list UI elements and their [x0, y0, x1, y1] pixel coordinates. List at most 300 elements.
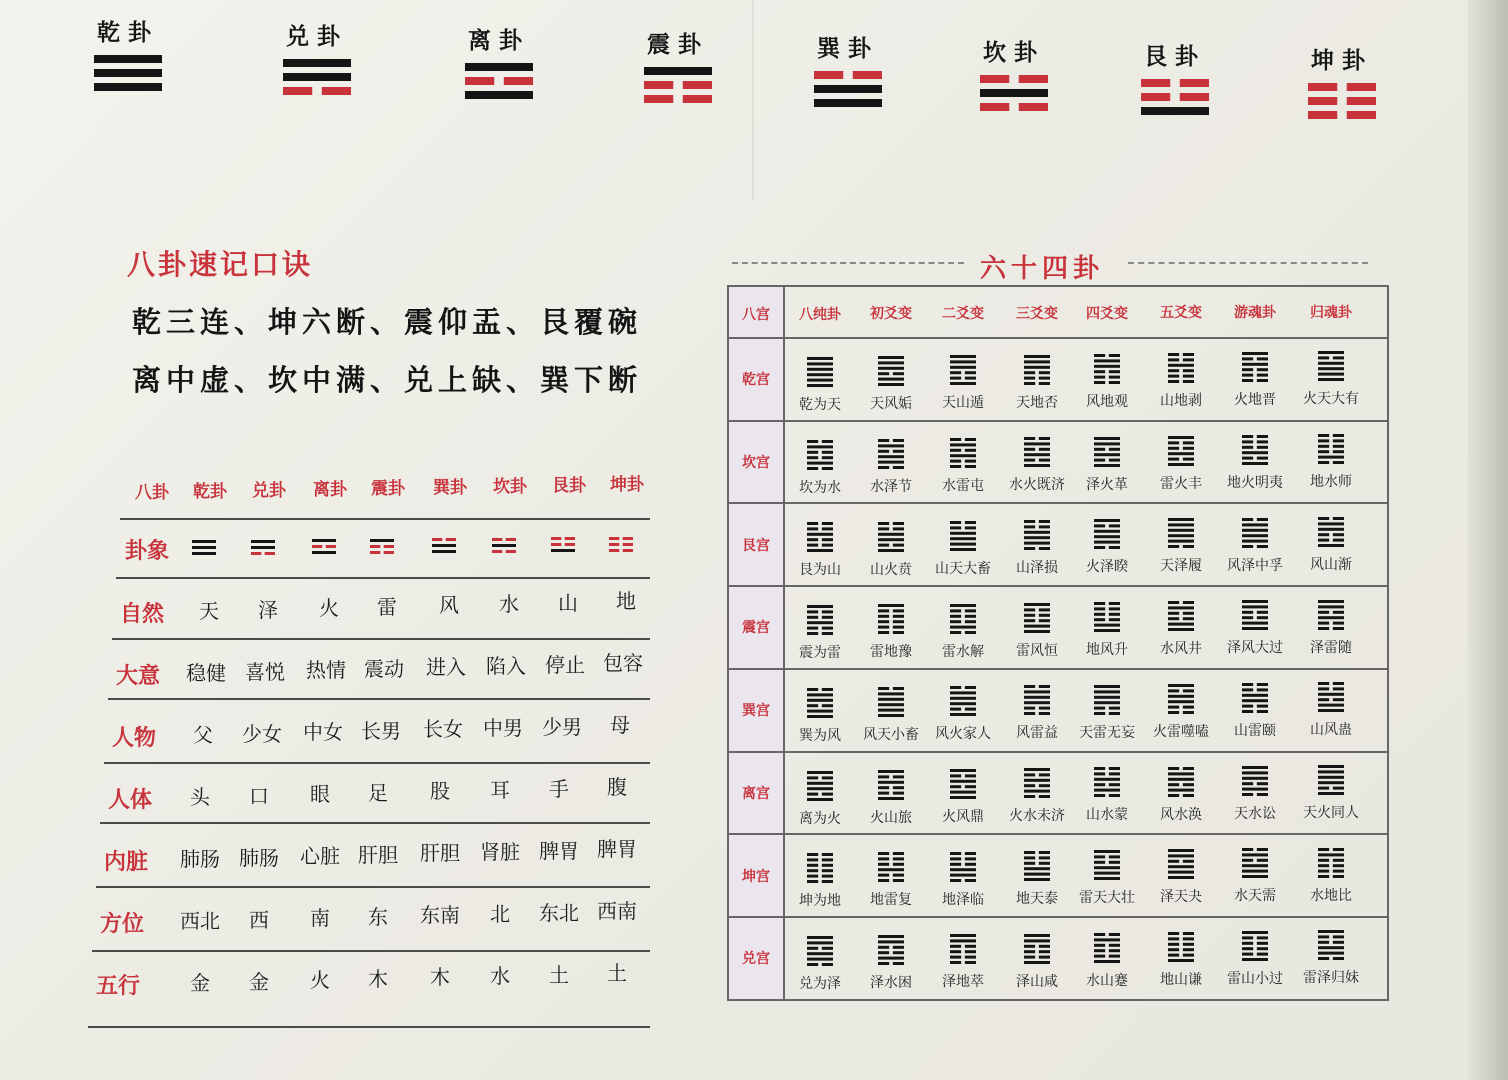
table-cell: 泽	[258, 597, 278, 622]
yin-line	[965, 857, 976, 860]
yin-line	[1039, 862, 1050, 865]
yin-line	[950, 708, 961, 711]
hexagram-name: 兑为泽	[799, 975, 841, 992]
yin-line	[1318, 445, 1329, 448]
hexagram-cell	[1217, 600, 1293, 657]
yang-line	[878, 770, 904, 773]
yin-line	[1257, 456, 1268, 459]
yang-line	[1318, 946, 1344, 949]
yin-line	[1333, 621, 1344, 624]
yin-line	[1168, 860, 1179, 863]
row-divider	[729, 833, 1387, 835]
yang-line	[807, 941, 833, 944]
yin-line	[878, 951, 889, 954]
yang-line	[1318, 522, 1344, 525]
table-cell: 股	[430, 779, 450, 804]
yin-line	[893, 527, 904, 530]
yin-line	[853, 71, 882, 79]
yin-line	[1039, 955, 1050, 958]
hexagram-icon	[1318, 351, 1344, 381]
yang-line	[1242, 766, 1268, 769]
table-cell: 火	[310, 968, 330, 993]
trigram-name: 离卦	[468, 27, 530, 54]
table-cell: 中男	[483, 716, 523, 740]
yin-line	[1094, 370, 1105, 373]
yang-line	[1024, 867, 1050, 870]
yin-line	[965, 614, 976, 617]
yin-line	[1183, 545, 1194, 548]
yang-line	[1024, 961, 1050, 964]
table-cell: 心脏	[300, 844, 340, 869]
yang-line	[1242, 600, 1268, 603]
yang-line	[1094, 850, 1120, 853]
hexagram-name: 山水蒙	[1086, 807, 1128, 824]
yin-line	[1242, 456, 1253, 459]
yin-line	[893, 874, 904, 877]
yang-line	[1094, 866, 1120, 869]
yin-line	[1094, 773, 1105, 776]
yin-line	[1333, 875, 1344, 878]
hexagram-cell	[1069, 685, 1145, 742]
trigram-name: 乾卦	[97, 19, 159, 46]
yang-line	[1094, 877, 1120, 880]
hexagram-name: 震为雷	[799, 645, 841, 662]
table-cell: 手	[549, 776, 569, 801]
hexagram-icon	[1318, 682, 1344, 712]
yin-line	[1318, 941, 1329, 944]
table-cell: 中女	[303, 720, 343, 745]
yang-line	[878, 709, 904, 712]
yang-line	[807, 798, 833, 801]
yang-line	[1168, 772, 1194, 775]
hexagram-icon	[1094, 602, 1120, 632]
yang-line	[807, 384, 833, 387]
hexagram-cell	[925, 686, 1001, 743]
yang-line	[950, 604, 976, 607]
yin-line	[1257, 936, 1268, 939]
yin-line	[965, 961, 976, 964]
hex-header-0: 八宫	[742, 307, 770, 323]
hexagram-name: 泽水困	[870, 975, 912, 992]
hexagram-name: 雷风恒	[1016, 642, 1058, 659]
yang-line	[312, 539, 336, 542]
yin-line	[1094, 546, 1105, 549]
yang-line	[1094, 365, 1120, 368]
hexagram-icon	[1318, 517, 1344, 547]
yin-line	[807, 632, 818, 635]
hexagram-cell	[1293, 434, 1369, 491]
yin-line	[1024, 520, 1035, 523]
yin-line	[807, 467, 818, 470]
yin-line	[1242, 545, 1253, 548]
yang-line	[878, 714, 904, 717]
yin-line	[822, 792, 833, 795]
yin-line	[1333, 869, 1344, 872]
yin-line	[878, 615, 889, 618]
yin-line	[980, 103, 1009, 111]
yang-line	[878, 356, 904, 359]
yin-line	[1168, 612, 1179, 615]
yin-line	[1141, 79, 1170, 87]
yin-line	[965, 774, 976, 777]
yin-line	[1318, 517, 1329, 520]
yin-line	[878, 962, 889, 965]
yang-line	[1024, 696, 1050, 699]
hexagram-cell	[853, 604, 929, 661]
yin-line	[1094, 375, 1105, 378]
yang-line	[1024, 360, 1050, 363]
hexagram-name: 泽风大过	[1227, 640, 1283, 657]
hexagram-cell	[782, 357, 858, 414]
yin-line	[1168, 794, 1179, 797]
trigram-name: 坤卦	[1311, 47, 1373, 74]
hexagram-cell	[1217, 352, 1293, 409]
hexagram-icon	[950, 604, 976, 634]
yin-line	[807, 544, 818, 547]
yang-line	[807, 461, 833, 464]
table64-title: 六十四卦	[980, 254, 1105, 284]
row-label-2: 人物	[112, 725, 157, 751]
trigram-3	[461, 22, 537, 99]
yin-line	[965, 686, 976, 689]
yin-line	[822, 853, 833, 856]
yang-line	[1094, 685, 1120, 688]
yin-line	[1242, 688, 1253, 691]
yin-line	[1333, 434, 1344, 437]
trigram-8	[1304, 42, 1380, 119]
yin-line	[1039, 525, 1050, 528]
yin-line	[1168, 767, 1179, 770]
table-cell: 母	[610, 713, 630, 738]
trigram-symbol-icon	[644, 67, 712, 103]
yin-line	[807, 616, 818, 619]
yin-line	[1039, 619, 1050, 622]
column-header-3: 离卦	[313, 480, 347, 500]
yin-line	[1257, 545, 1268, 548]
hexagram-name: 泽火革	[1086, 476, 1128, 493]
yin-line	[965, 852, 976, 855]
yang-line	[1242, 787, 1268, 790]
yin-line	[807, 688, 818, 691]
hexagram-icon	[1024, 437, 1050, 467]
yang-line	[1318, 605, 1344, 608]
yang-line	[950, 692, 976, 695]
hexagram-icon	[1242, 600, 1268, 630]
yin-line	[965, 785, 976, 788]
trigram-name: 艮卦	[1144, 43, 1206, 70]
yang-line	[1168, 524, 1194, 527]
hexagram-icon	[1094, 850, 1120, 880]
yin-line	[878, 610, 889, 613]
yin-line	[644, 81, 673, 89]
table-cell: 水	[499, 592, 519, 616]
yin-line	[565, 543, 575, 546]
yang-line	[1024, 542, 1050, 545]
yang-line	[878, 935, 904, 938]
hexagram-table	[727, 285, 1389, 1001]
yang-line	[878, 703, 904, 706]
table-cell: 火	[319, 596, 339, 621]
yin-line	[807, 853, 818, 856]
yin-line	[1257, 616, 1268, 619]
yin-line	[1024, 685, 1035, 688]
yin-line	[1094, 943, 1105, 946]
yin-line	[1094, 458, 1105, 461]
yang-line	[1168, 463, 1194, 466]
table-cell: 停止	[545, 652, 585, 677]
yang-line	[192, 552, 216, 555]
yang-line	[807, 605, 833, 608]
hexagram-name: 风泽中孚	[1227, 557, 1283, 574]
yin-line	[1242, 374, 1253, 377]
table-cell: 眼	[310, 782, 330, 807]
hexagram-icon	[1168, 518, 1194, 548]
yin-line	[1183, 932, 1194, 935]
yin-line	[1183, 937, 1194, 940]
yang-line	[878, 532, 904, 535]
yang-line	[1242, 523, 1268, 526]
yin-line	[1183, 358, 1194, 361]
yin-line	[1257, 710, 1268, 713]
hexagram-cell	[782, 605, 858, 662]
yang-line	[1094, 960, 1120, 963]
trigram-7	[1137, 38, 1213, 115]
yang-line	[807, 379, 833, 382]
table-cell: 土	[549, 962, 569, 987]
yin-line	[822, 864, 833, 867]
yin-line	[1183, 457, 1194, 460]
yin-line	[950, 609, 961, 612]
hexagram-icon	[950, 769, 976, 799]
yang-line	[950, 796, 976, 799]
hexagram-cell	[1293, 517, 1369, 574]
trigram-name: 震卦	[647, 31, 709, 58]
hexagram-cell	[1217, 848, 1293, 905]
yang-line	[1168, 849, 1194, 852]
yin-line	[1094, 607, 1105, 610]
yin-line	[822, 880, 833, 883]
yin-line	[1333, 688, 1344, 691]
trigram-4	[640, 26, 716, 103]
yang-line	[950, 542, 976, 545]
yin-line	[1109, 458, 1120, 461]
hexagram-cell	[853, 770, 929, 827]
hexagram-cell	[1217, 435, 1293, 492]
yin-line	[1333, 610, 1344, 613]
yin-line	[623, 549, 633, 552]
yang-line	[1242, 771, 1268, 774]
yin-line	[893, 620, 904, 623]
trigram-symbol-icon	[1141, 79, 1209, 115]
yang-line	[807, 781, 833, 784]
hexagram-name: 天雷无妄	[1079, 724, 1135, 741]
yin-line	[893, 951, 904, 954]
yin-line	[965, 945, 976, 948]
yin-line	[1318, 957, 1329, 960]
yin-line	[1308, 111, 1337, 119]
yin-line	[1024, 371, 1035, 374]
yin-line	[644, 95, 673, 103]
table-cell: 陷入	[486, 654, 526, 678]
yang-line	[950, 625, 976, 628]
symbol-row-label: 卦象	[125, 538, 170, 564]
column-header-6: 坎卦	[493, 477, 527, 497]
yang-line	[950, 940, 976, 943]
table-cell: 南	[310, 906, 330, 931]
row-divider	[729, 420, 1387, 422]
yin-line	[1333, 864, 1344, 867]
yang-line	[1168, 518, 1194, 521]
trigram-5	[810, 30, 886, 107]
yang-line	[950, 454, 976, 457]
yin-line	[1168, 932, 1179, 935]
mnemonic-line-1: 乾三连、坤六断、震仰盂、艮覆碗	[132, 305, 643, 339]
yin-line	[1257, 953, 1268, 956]
table-cell: 西南	[597, 899, 637, 924]
yin-line	[1109, 546, 1120, 549]
yin-line	[1024, 437, 1035, 440]
yin-line	[1024, 547, 1035, 550]
hexagram-name: 火泽睽	[1086, 559, 1128, 576]
hexagram-name: 雷地豫	[870, 644, 912, 661]
yin-line	[1168, 705, 1179, 708]
yin-line	[1242, 611, 1253, 614]
yang-line	[950, 532, 976, 535]
yang-line	[1094, 453, 1120, 456]
row-divider	[729, 751, 1387, 753]
yin-line	[1257, 358, 1268, 361]
yin-line	[807, 440, 818, 443]
trigram-mini-cell	[492, 538, 516, 557]
yin-line	[807, 880, 818, 883]
yin-line	[807, 610, 818, 613]
yin-line	[1094, 861, 1105, 864]
hexagram-name: 水山蹇	[1086, 972, 1128, 989]
yin-line	[251, 552, 261, 555]
hexagram-name: 火风鼎	[942, 808, 984, 825]
yang-line	[1242, 462, 1268, 465]
yin-line	[1024, 448, 1035, 451]
hexagram-name: 山雷颐	[1234, 723, 1276, 739]
yin-line	[1039, 448, 1050, 451]
yin-line	[1183, 612, 1194, 615]
hex-header-3: 二爻变	[942, 306, 984, 323]
trigram-symbol-icon	[814, 71, 882, 107]
yin-line	[807, 522, 818, 525]
yang-line	[1242, 875, 1268, 878]
yang-line	[1094, 690, 1120, 693]
hexagram-cell	[853, 439, 929, 496]
yang-line	[1094, 437, 1120, 440]
hexagram-cell	[1293, 351, 1369, 408]
hexagram-name: 雷天大壮	[1079, 890, 1135, 906]
hexagram-cell	[782, 688, 858, 745]
yin-line	[1242, 358, 1253, 361]
yin-line	[1168, 937, 1179, 940]
yin-line	[683, 81, 712, 89]
hexagram-icon	[1318, 434, 1344, 464]
hexagram-icon	[1318, 765, 1344, 795]
hexagram-icon	[1242, 435, 1268, 465]
yang-line	[950, 443, 976, 446]
yin-line	[1183, 375, 1194, 378]
trigram-mini-icon	[609, 537, 633, 552]
yang-line	[1094, 789, 1120, 792]
yin-line	[893, 372, 904, 375]
yin-line	[878, 527, 889, 530]
hexagram-icon	[950, 355, 976, 385]
yang-line	[1318, 693, 1344, 696]
yin-line	[878, 786, 889, 789]
yin-line	[1333, 517, 1344, 520]
hexagram-icon	[878, 522, 904, 552]
hexagram-cell	[999, 851, 1075, 908]
row-label-5: 方位	[100, 911, 145, 937]
yin-line	[1024, 382, 1035, 385]
palace-label-4: 巽宫	[742, 703, 770, 720]
hexagram-name: 天泽履	[1160, 558, 1202, 575]
yin-line	[1168, 617, 1179, 620]
yang-line	[807, 715, 833, 718]
yang-line	[1168, 871, 1194, 874]
mnemonic-title: 八卦速记口诀	[127, 248, 314, 281]
yin-line	[1333, 627, 1344, 630]
yin-line	[1039, 376, 1050, 379]
yin-line	[965, 465, 976, 468]
yin-line	[1019, 103, 1048, 111]
yang-line	[807, 368, 833, 371]
hexagram-cell	[925, 355, 1001, 412]
yang-line	[1094, 938, 1120, 941]
yin-line	[893, 786, 904, 789]
hexagram-cell	[1217, 683, 1293, 740]
palace-label-6: 坤宫	[742, 868, 770, 885]
palace-label-2: 艮宫	[742, 537, 770, 554]
yang-line	[807, 957, 833, 960]
yin-line	[965, 521, 976, 524]
hexagram-icon	[807, 771, 833, 801]
yang-line	[1318, 456, 1344, 459]
yin-line	[1242, 793, 1253, 796]
yang-line	[1318, 853, 1344, 856]
hexagram-icon	[1318, 848, 1344, 878]
yin-line	[1168, 601, 1179, 604]
yin-line	[807, 627, 818, 630]
palace-label-0: 乾宫	[742, 372, 770, 389]
yang-line	[807, 362, 833, 365]
yang-line	[1024, 768, 1050, 771]
hex-header-7: 游魂卦	[1234, 304, 1276, 321]
hexagram-icon	[878, 604, 904, 634]
yin-line	[1109, 855, 1120, 858]
yin-line	[1242, 518, 1253, 521]
table-cell: 木	[368, 966, 388, 991]
row-divider	[729, 502, 1387, 504]
yang-line	[432, 544, 456, 547]
hexagram-name: 泽天夬	[1160, 889, 1202, 906]
yang-line	[1024, 443, 1050, 446]
table-cell: 足	[368, 780, 388, 805]
yin-line	[950, 950, 961, 953]
hexagram-cell	[1143, 436, 1219, 493]
yin-line	[1318, 434, 1329, 437]
yin-line	[965, 438, 976, 441]
yang-line	[1094, 442, 1120, 445]
yang-line	[807, 373, 833, 376]
yin-line	[609, 549, 619, 552]
trigram-name: 巽卦	[817, 35, 879, 62]
yang-line	[807, 357, 833, 360]
